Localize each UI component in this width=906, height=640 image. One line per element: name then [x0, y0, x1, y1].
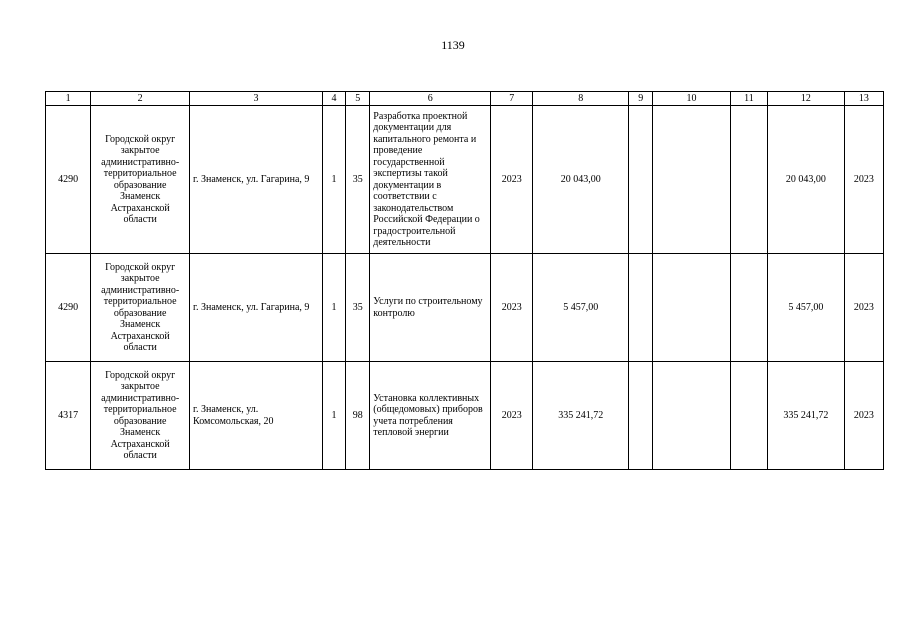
header-cell: 6: [370, 92, 491, 106]
work-type-cell: Разработка проектной документации для капитального ремонта и проведение государственной экспертизы такой документации в соответствии с законодательством Российской Федерации о градостроительной деятельности: [370, 106, 491, 254]
col10-cell: [653, 362, 731, 470]
header-cell: 12: [768, 92, 845, 106]
col11-cell: [730, 106, 767, 254]
col4-cell: 1: [322, 254, 345, 362]
col11-cell: [730, 254, 767, 362]
year-end-cell: 2023: [844, 362, 883, 470]
cost-cell: 20 043,00: [533, 106, 629, 254]
col4-cell: 1: [322, 362, 345, 470]
total-cell: 335 241,72: [768, 362, 845, 470]
col5-cell: 98: [346, 362, 370, 470]
col9-cell: [629, 106, 653, 254]
header-cell: 3: [190, 92, 323, 106]
header-cell: 9: [629, 92, 653, 106]
col5-cell: 35: [346, 254, 370, 362]
header-cell: 11: [730, 92, 767, 106]
col10-cell: [653, 106, 731, 254]
address-cell: г. Знаменск, ул. Комсомольская, 20: [190, 362, 323, 470]
table-row: [46, 362, 884, 470]
col11-cell: [730, 362, 767, 470]
work-type-cell: Услуги по строительному контролю: [370, 254, 491, 362]
header-cell: 13: [844, 92, 883, 106]
header-cell: 7: [491, 92, 533, 106]
year-cell: 2023: [491, 362, 533, 470]
table-row: [46, 254, 884, 362]
col9-cell: [629, 362, 653, 470]
cost-cell: 5 457,00: [533, 254, 629, 362]
table-row: [46, 106, 884, 254]
year-cell: 2023: [491, 106, 533, 254]
col4-cell: 1: [322, 106, 345, 254]
cost-cell: 335 241,72: [533, 362, 629, 470]
header-cell: 2: [91, 92, 190, 106]
col10-cell: [653, 254, 731, 362]
year-end-cell: 2023: [844, 106, 883, 254]
header-cell: 4: [322, 92, 345, 106]
header-cell: 10: [653, 92, 731, 106]
data-table: [45, 91, 884, 470]
col5-cell: 35: [346, 106, 370, 254]
year-cell: 2023: [491, 254, 533, 362]
address-cell: г. Знаменск, ул. Гагарина, 9: [190, 254, 323, 362]
col9-cell: [629, 254, 653, 362]
municipality-cell: Городской округ закрытое административно-территориальное образование Знаменск Астраханской области: [91, 106, 190, 254]
house-id-cell: 4290: [46, 254, 91, 362]
column-number-header-row: [46, 92, 884, 106]
house-id-cell: 4290: [46, 106, 91, 254]
header-cell: 8: [533, 92, 629, 106]
municipality-cell: Городской округ закрытое административно-территориальное образование Знаменск Астраханской области: [91, 362, 190, 470]
page-number: 1139: [441, 38, 465, 52]
municipality-cell: Городской округ закрытое административно-территориальное образование Знаменск Астраханской области: [91, 254, 190, 362]
header-cell: 5: [346, 92, 370, 106]
house-id-cell: 4317: [46, 362, 91, 470]
year-end-cell: 2023: [844, 254, 883, 362]
address-cell: г. Знаменск, ул. Гагарина, 9: [190, 106, 323, 254]
header-cell: 1: [46, 92, 91, 106]
work-type-cell: Установка коллективных (общедомовых) приборов учета потребления тепловой энергии: [370, 362, 491, 470]
total-cell: 5 457,00: [768, 254, 845, 362]
total-cell: 20 043,00: [768, 106, 845, 254]
